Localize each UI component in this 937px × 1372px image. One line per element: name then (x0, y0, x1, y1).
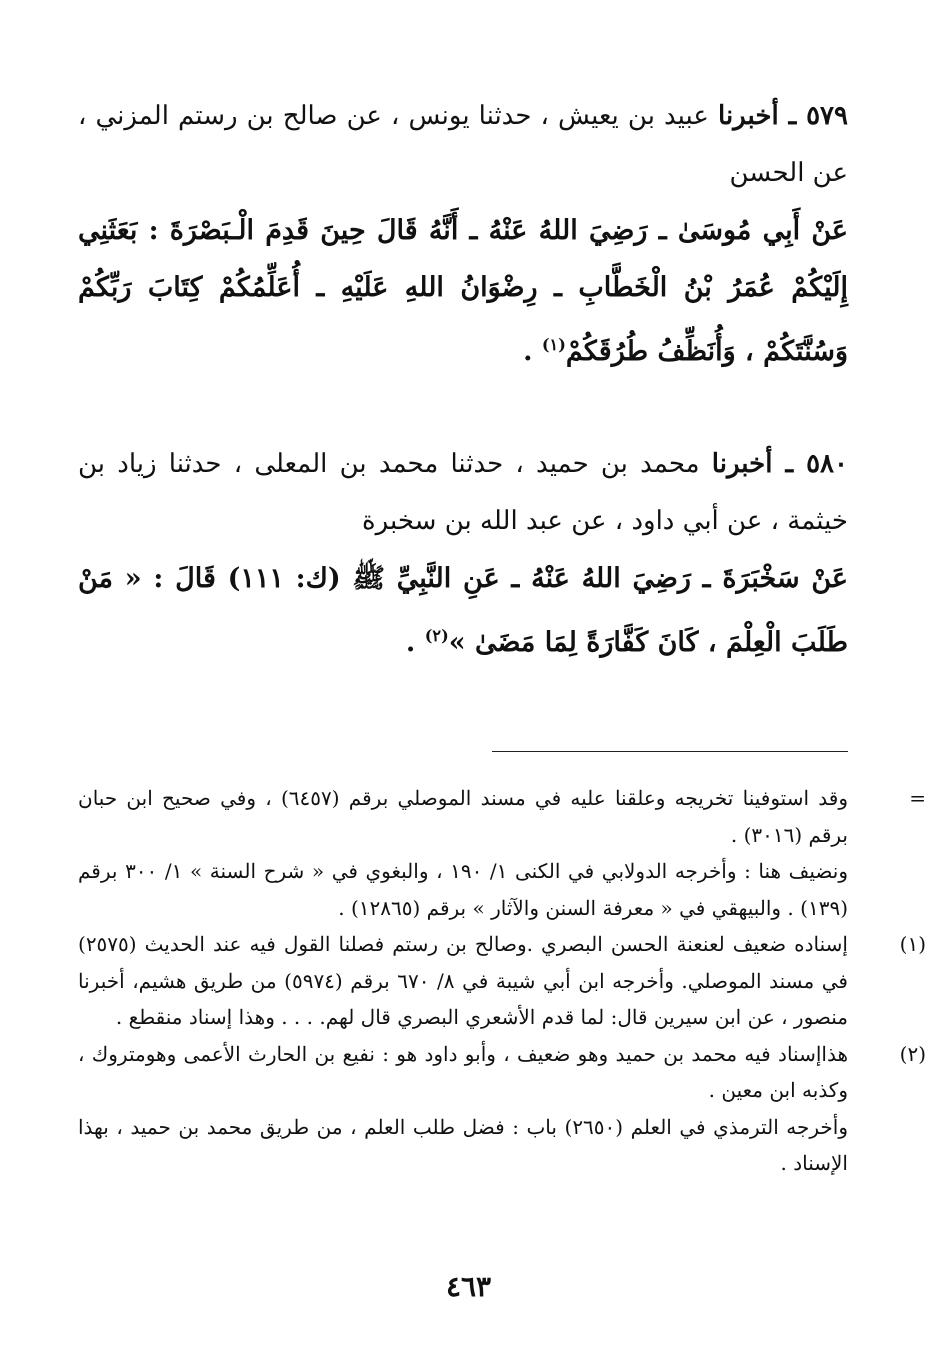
footnote-paragraph: وأخرجه الترمذي في العلم (٢٦٥٠) باب : فضل طلب العلم ، من طريق محمد بن حميد ، بهذا الإسناد . (78, 1114, 848, 1175)
hadith-end-mark: . (523, 336, 542, 367)
footnote-paragraph: وقد استوفينا تخريجه وعلقنا عليه في مسند الموصلي برقم (٦٤٥٧) ، وفي صحيح ابن حبان برقم (٣٠١٦) . (78, 786, 848, 847)
footnote-body (78, 926, 848, 1036)
hadith-isnad: ٥٨٠ ـ أخبرنا محمد بن حميد ، حدثنا محمد بن المعلى ، حدثنا زياد بن خيثمة ، عن أبي داود ، عن عبد الله بن سخبرة (78, 449, 848, 536)
footnote-paragraph: هذاإسناد فيه محمد بن حميد وهو ضعيف ، وأبو داود هو : نفيع بن الحارث الأعمى وهومتروك ، وكذبه ابن معين . (78, 1041, 848, 1102)
footnote-reference[interactable]: (١) (541, 335, 566, 354)
hadith-isnad-text: عبيد بن يعيش ، حدثنا يونس ، عن صالح بن رستم المزني ، عن الحسن (78, 101, 848, 188)
hadith-number: ٥٧٩ (806, 101, 848, 131)
footnote-body (78, 1036, 848, 1182)
footnote-paragraph: ونضيف هنا : وأخرجه الدولابي في الكنى ١/ ١٩٠ ، والبغوي في « شرح السنة » ١/ ٣٠٠ برقم (١٣٩) . والبيهقي في « معرفة السنن والآثار » برقم (١٢٨٦٥) . (78, 859, 848, 920)
hadith-580 (78, 436, 848, 671)
footnotes-section (78, 780, 926, 1182)
hadith-number: ٥٨٠ (806, 449, 848, 479)
hadith-lead-word: أخبرنا (711, 449, 773, 479)
footnote-paragraph: إسناده ضعيف لعنعنة الحسن البصري .وصالح بن رستم فصلنا القول فيه عند الحديث (٢٥٧٥) في مسند الموصلي. وأخرجه ابن أبي شيبة في ٨/ ٦٧٠ برقم (٥٩٧٤) من طريق هشيم، أخبرنا منصور ، عن ابن سيرين قال: لما قدم الأشعري البصري قال لهم. . . . وهذا إسناد منقطع . (78, 932, 848, 1029)
page-content (78, 88, 926, 1175)
hadith-isnad-text: محمد بن حميد ، حدثنا محمد بن المعلى ، حدثنا زياد بن خيثمة ، عن أبي داود ، عن عبد الله بن سخبرة (78, 449, 848, 536)
hadith-matn-text: عَنْ أَبِي مُوسَىٰ ـ رَضِيَ اللهُ عَنْهُ ـ أَنَّهُ قَالَ حِينَ قَدِمَ الْـبَصْرَةَ : بَعَثَنِي إِلَيْكُمْ عُمَرُ بْنُ الْخَطَّابِ ـ رِضْوَانُ اللهِ عَلَيْهِ ـ أُعَلِّمُكُمْ كِتَابَ رَبِّكُمْ وَسُنَّتَكُمْ ، وَأُنَظِّفُ طُرُقَكُمْ (78, 215, 848, 367)
footnote-marker: = (909, 786, 926, 810)
footnote-2 (78, 1036, 926, 1182)
hadith-matn (78, 550, 848, 671)
hadith-lead-word: أخبرنا (718, 101, 779, 131)
hadith-isnad: ٥٧٩ ـ أخبرنا عبيد بن يعيش ، حدثنا يونس ، عن صالح بن رستم المزني ، عن الحسن (78, 101, 848, 188)
hadith-matn (78, 202, 848, 380)
hadith-matn-text: عَنْ سَخْبَرَةَ ـ رَضِيَ اللهُ عَنْهُ ـ عَنِ النَّبِيِّ ﷺ (ك: ١١١) قَالَ : « مَنْ طَلَبَ الْعِلْمَ ، كَانَ كَفَّارَةً لِمَا مَضَىٰ » (78, 563, 848, 658)
page-number: ٤٦٣ (445, 1270, 492, 1303)
footnote-1 (78, 926, 926, 1036)
hadith-579 (78, 88, 848, 380)
footnote-marker: (١) (899, 932, 926, 956)
footnote-body (78, 780, 848, 926)
footnote-marker: (٢) (899, 1041, 926, 1066)
footnote-reference[interactable]: (٢) (424, 626, 449, 645)
footnote-continuation (78, 780, 926, 926)
footnote-separator (492, 751, 848, 752)
hadith-end-mark: . (405, 627, 425, 658)
